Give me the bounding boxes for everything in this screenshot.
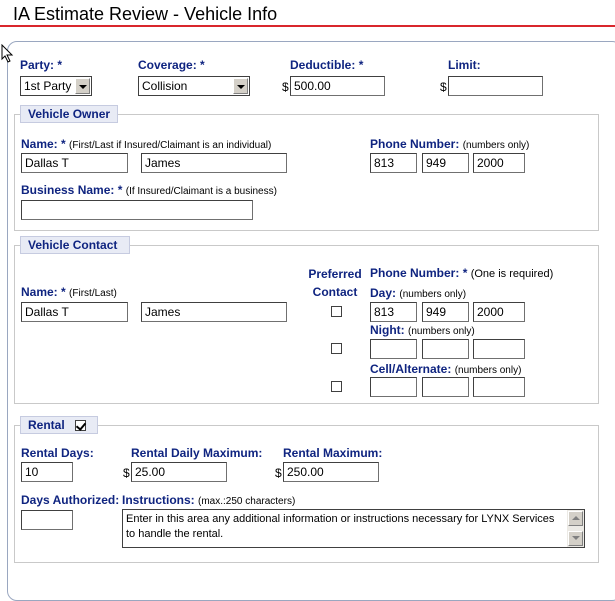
owner-phone-line-input[interactable]: 2000: [473, 153, 525, 173]
contact-last-name-input[interactable]: James: [141, 302, 287, 322]
deductible-input[interactable]: 500.00: [290, 76, 385, 96]
chevron-down-icon[interactable]: [75, 78, 90, 94]
business-name-input[interactable]: [21, 200, 253, 220]
arrow-cursor-icon: [1, 44, 15, 64]
limit-label: Limit:: [448, 58, 481, 72]
rental-days-input[interactable]: 10: [21, 462, 73, 482]
rental-enabled-checkbox[interactable]: [75, 420, 86, 431]
owner-phone-area-input[interactable]: 813: [370, 153, 417, 173]
instructions-textarea[interactable]: Enter in this area any additional information or instructions necessary for LYNX Services to handle the rental.: [122, 509, 585, 548]
rental-daily-max-currency: $: [123, 466, 130, 480]
cell-phone-prefix-input[interactable]: [422, 377, 469, 397]
night-phone-prefix-input[interactable]: [422, 339, 469, 359]
contact-first-name-input[interactable]: Dallas T: [21, 302, 128, 322]
rental-daily-max-label: Rental Daily Maximum:: [131, 446, 263, 460]
owner-last-name-input[interactable]: James: [141, 153, 287, 173]
chevron-down-icon[interactable]: [233, 78, 248, 94]
page-title: IA Estimate Review - Vehicle Info: [13, 4, 278, 24]
preferred-night-checkbox[interactable]: [331, 343, 342, 354]
owner-phone-label: Phone Number: (numbers only): [370, 137, 530, 151]
party-label: Party: *: [20, 58, 63, 72]
textarea-scrollbar[interactable]: [567, 510, 584, 547]
limit-input[interactable]: [448, 76, 543, 96]
deductible-label: Deductible: *: [290, 58, 364, 72]
contact-name-label: Name: * (First/Last): [21, 285, 117, 299]
owner-first-name-input[interactable]: Dallas T: [21, 153, 128, 173]
preferred-day-checkbox[interactable]: [331, 306, 342, 317]
rental-max-currency: $: [275, 466, 282, 480]
day-phone-label: Day: (numbers only): [370, 286, 467, 300]
rental-legend: Rental: [20, 416, 98, 434]
preferred-contact-label: Preferred Contact: [308, 267, 362, 299]
owner-phone-prefix-input[interactable]: 949: [422, 153, 469, 173]
coverage-label: Coverage: *: [138, 58, 205, 72]
cell-phone-area-input[interactable]: [370, 377, 417, 397]
deductible-currency: $: [282, 80, 289, 94]
contact-phone-label: Phone Number: * (One is required): [370, 266, 554, 280]
days-authorized-label: Days Authorized:: [21, 493, 120, 507]
rental-max-label: Rental Maximum:: [283, 446, 383, 460]
rental-days-label: Rental Days:: [21, 446, 94, 460]
rental-daily-max-input[interactable]: 25.00: [131, 462, 227, 482]
day-phone-line-input[interactable]: 2000: [473, 302, 525, 322]
party-select[interactable]: 1st Party: [20, 76, 92, 96]
owner-name-label: Name: * (First/Last if Insured/Claimant is an individual): [21, 137, 272, 151]
title-divider: [0, 25, 615, 27]
scroll-down-icon[interactable]: [568, 531, 583, 546]
limit-currency: $: [440, 80, 447, 94]
preferred-cell-checkbox[interactable]: [331, 381, 342, 392]
scroll-up-icon[interactable]: [568, 511, 583, 526]
rental-max-input[interactable]: 250.00: [283, 462, 379, 482]
coverage-select[interactable]: Collision: [138, 76, 250, 96]
vehicle-owner-legend: Vehicle Owner: [20, 105, 118, 123]
cell-phone-label: Cell/Alternate: (numbers only): [370, 362, 522, 376]
day-phone-prefix-input[interactable]: 949: [422, 302, 469, 322]
night-phone-area-input[interactable]: [370, 339, 417, 359]
night-phone-label: Night: (numbers only): [370, 323, 475, 337]
cell-phone-line-input[interactable]: [473, 377, 525, 397]
business-name-label: Business Name: * (If Insured/Claimant is a business): [21, 183, 277, 197]
night-phone-line-input[interactable]: [473, 339, 525, 359]
days-authorized-input[interactable]: [21, 510, 73, 530]
vehicle-contact-legend: Vehicle Contact: [20, 236, 130, 254]
instructions-label: Instructions: (max.:250 characters): [122, 493, 296, 507]
day-phone-area-input[interactable]: 813: [370, 302, 417, 322]
